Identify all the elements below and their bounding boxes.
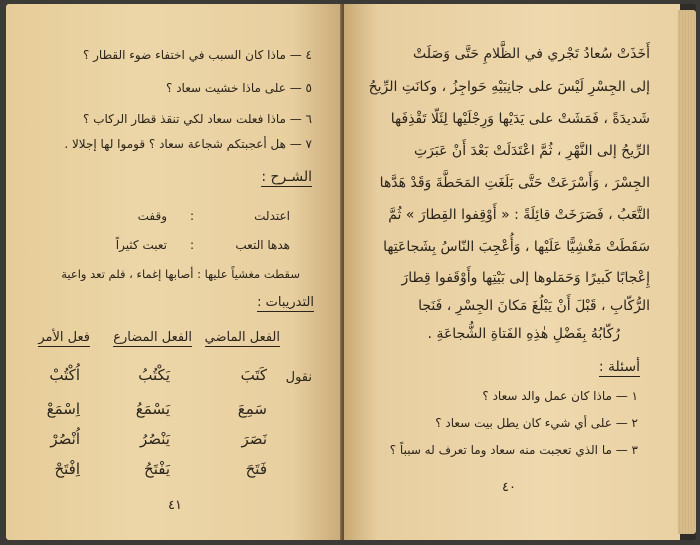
text-line-5: الجِسْرَ ، وَأَسْرَعَتْ حَتَّى بَلَغَتِ المَحَطَّةَ وَقَدْ هَدَّها	[379, 175, 650, 191]
column-imperative: فعل الأمر	[38, 330, 90, 345]
page-edges	[678, 10, 696, 534]
verb-past-3: نَصَرَ	[241, 430, 267, 448]
text-line-7: سَقَطَتْ مَغْشِيًّا عَلَيْها ، وَأُعْجِبَ النّاسُ بِشَجاعَتِها	[383, 239, 650, 255]
page-number-left: ٤١	[168, 498, 182, 513]
text-line-8: إِعْجابًا كَبيرًا وَحَمَلوها إلى بَيْتِها وأَوْقَفوا قِطارَ	[401, 270, 650, 286]
question-1: ١ — ماذا كان عمل والد سعاد ؟	[482, 389, 638, 403]
verb-imperative-1: اُكْتُبْ	[49, 366, 80, 384]
verb-present-4: يَفْتَحُ	[144, 460, 170, 478]
glossary-meaning-2: تعبت كثيراً	[115, 238, 167, 252]
text-line-9: الرُّكّابِ ، قَبْلَ أَنْ يَبْلُغَ مَكانَ الجِسْرِ ، فَنَجا	[418, 298, 650, 314]
verb-past-1: كَتَبَ	[240, 366, 267, 384]
glossary-word-2: هدها التعب	[235, 238, 290, 252]
exercises-heading: التدريبات :	[257, 295, 314, 310]
sharh-heading: الشـرح :	[261, 169, 312, 185]
verb-present-2: يَسْمَعُ	[135, 400, 170, 418]
left-page	[6, 4, 342, 540]
glossary-sep-2: :	[189, 238, 194, 252]
text-line-3: شَديدَةً ، فَمَشَتْ على يَدَيْها وَرِجْلَيْها لِئَلّا تَقْذِفَها	[390, 111, 650, 127]
verb-past-2: سَمِعَ	[237, 400, 267, 418]
question-3: ٣ — ما الذي تعجبت منه سعاد وما تعرف له سبباً ؟	[389, 443, 638, 457]
glossary-line-3: سقطت مغشياً عليها : أصابها إغماء ، فلم تعد واعية	[61, 267, 300, 281]
text-line-6: التَّعَبُ ، فَصَرَخَتْ قائِلَةً : « أَوْقِفوا القِطارَ » ثُمَّ	[388, 207, 650, 223]
glossary-sep-1: :	[189, 209, 194, 223]
text-line-10: رُكّابُهُ بِفَضْلِ هٰذِهِ الفَتاةِ الشُّجاعَةِ .	[427, 326, 620, 342]
question-6: ٦ — ماذا فعلت سعاد لكي تنقذ قطار الركاب ؟	[83, 112, 312, 126]
verb-present-1: يَكْتُبُ	[138, 366, 170, 384]
questions-heading: أسئلة :	[598, 359, 640, 375]
text-line-2: إلى الجِسْرِ لَيْسَ على جانِبَيْهِ حَواجِزُ ، وكانَتِ الرِّيحُ	[368, 79, 650, 95]
verb-past-4: فَتَحَ	[245, 460, 267, 478]
question-5: ٥ — على ماذا خشيت سعاد ؟	[166, 81, 312, 95]
text-line-4: الرِّيحُ إلى النَّهْرِ ، ثُمَّ اعْتَدَلَتْ بَعْدَ أَنْ عَبَرَتِ	[413, 143, 650, 159]
say-label: نقول	[285, 370, 312, 385]
question-4: ٤ — ماذا كان السبب في اختفاء ضوء القطار ؟	[82, 48, 312, 62]
verb-imperative-2: اِسْمَعْ	[46, 400, 80, 418]
right-page	[344, 4, 680, 540]
text-line-1: أَخَذَتْ سُعادُ تَجْري في الظَّلامِ حَتَّى وَصَلَتْ	[413, 46, 650, 62]
page-number-right: ٤٠	[502, 480, 516, 495]
column-past: الفعل الماضي	[204, 330, 280, 345]
verb-imperative-4: اِفْتَحْ	[54, 460, 80, 478]
open-book	[6, 4, 696, 540]
verb-present-3: يَنْصُرُ	[140, 430, 170, 448]
glossary-meaning-1: وقفت	[137, 209, 167, 223]
question-2: ٢ — على أي شيء كان يطل بيت سعاد ؟	[435, 416, 638, 430]
glossary-word-1: اعتدلت	[254, 209, 290, 223]
column-present: الفعل المضارع	[113, 330, 192, 345]
question-7: ٧ — هل أعجبتكم شجاعة سعاد ؟ قوموا لها إجلالا .	[64, 137, 312, 151]
verb-imperative-3: اُنْصُرْ	[50, 430, 80, 448]
